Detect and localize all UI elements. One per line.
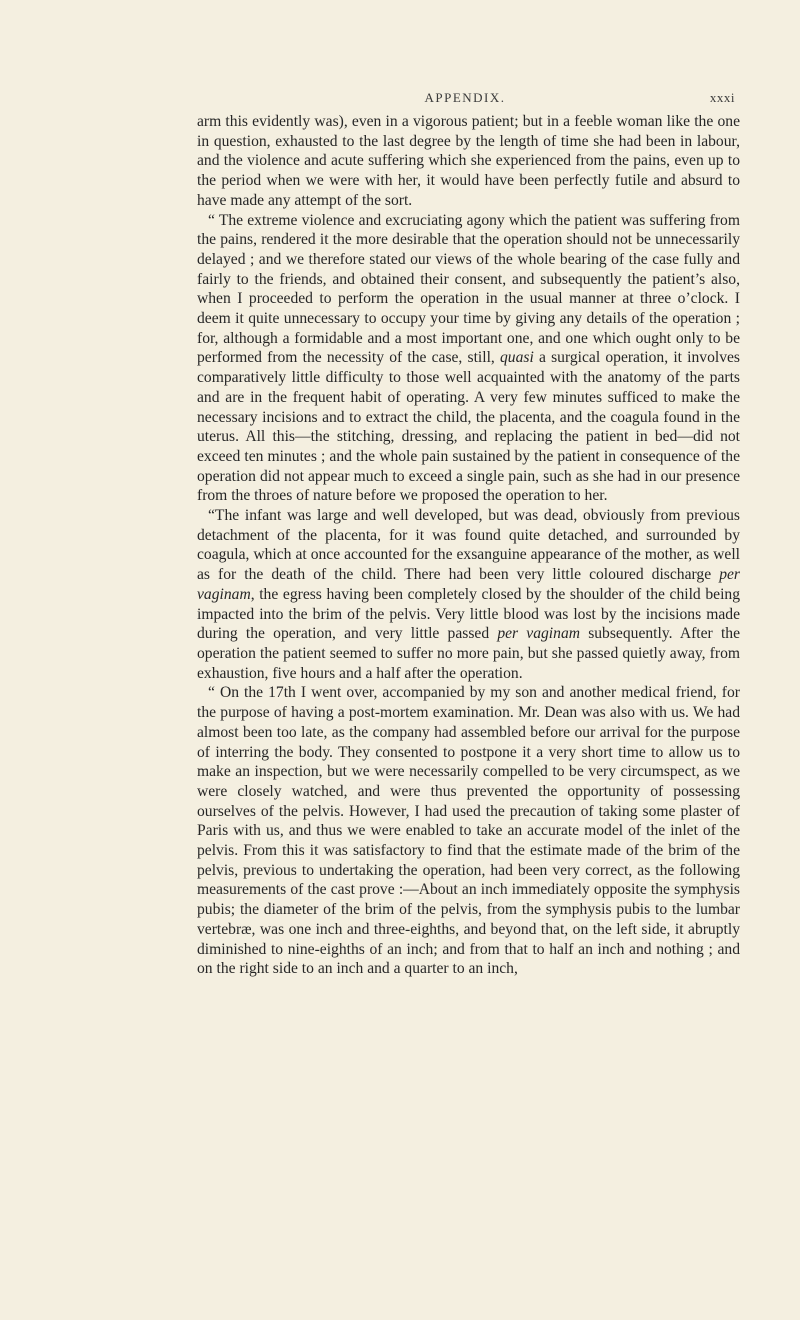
- text-segment: , the egress having been completely closed by the shoulder of the child being impacted into the brim of the pelvis. Very little blood was lost by the incisions made during the operation, and very little passed: [197, 585, 740, 643]
- text-segment: arm this evidently was), even in a vigorous patient; but in a feeble woman like the one in question, exhausted to the last degree by the length of time she had been in labour, and the violence and acute suffering which she experienced from the pains, even up to the period when we were with her, it would have been perfectly futile and absurd to have made any attempt of the sort.: [197, 113, 740, 209]
- text-segment: “ The extreme violence and excruciating agony which the patient was suffering from the pains, rendered it the more desirable that the operation should not be unnecessarily delayed ; and we therefore stated our views of the whole bearing of the case fully and fairly to the friends, and obtained their consent, and subsequently the patient’s also, when I proceeded to perform the operation in the usual manner at three o’clock. I deem it quite unnecessary to occupy your time by giving any details of the operation ; for, although a formidable and a most important one, and one which ought only to be performed from the necessity of the case, still,: [197, 211, 740, 367]
- paragraph-2: [197, 211, 740, 507]
- text-segment: “ On the 17th I went over, accompanied by my son and another medical friend, for the purpose of having a post-mortem examination. Mr. Dean was also with us. We had almost been too late, as the company had assembled before our arrival for the purpose of interring the body. They consented to postpone it a very short time to allow us to make an inspection, but we were necessarily compelled to be very circumspect, as we were closely watched, and were thus prevented the opportunity of possessing ourselves of the pelvis. However, I had used the precaution of taking some plaster of Paris with us, and thus we were enabled to take an accurate model of the inlet of the pelvis. From this it was satisfactory to find that the estimate made of the brim of the pelvis, previous to undertaking the operation, had been very correct, as the following measurements of the cast prove :—About an inch immediately opposite the symphysis pubis; the diameter of the brim of the pelvis, from the symphysis pubis to the lumbar vertebræ, was one inch and three-eighths, and beyond that, on the left side, it abruptly diminished to nine-eighths of an inch; and from that to half an inch and nothing ; and on the right side to an inch and a quarter to an inch,: [197, 684, 740, 978]
- running-head: APPENDIX.: [424, 90, 506, 105]
- body-text: [197, 112, 740, 979]
- page-header: [205, 90, 735, 112]
- page-number: xxxi: [709, 90, 735, 105]
- paragraph-3: [197, 506, 740, 683]
- text-segment: “The infant was large and well developed, but was dead, obviously from previous detachment of the placenta, for it was found quite detached, and surrounded by coagula, which at once accounted for the exsanguine appearance of the mother, as well as for the death of the child. There had been very little coloured discharge: [197, 507, 740, 584]
- italic-term: per vaginam: [497, 625, 580, 643]
- paragraph-1: [197, 112, 740, 211]
- italic-term: per vaginam: [197, 566, 740, 603]
- text-segment: subsequently. After the operation the patient seemed to suffer no more pain, but she passed quietly away, from exhaustion, five hours and a half after the operation.: [197, 625, 740, 682]
- text-segment: a surgical operation, it involves comparatively little difficulty to those well acquainted with the anatomy of the parts and are in the frequent habit of operating. A very few minutes sufficed to make the necessary incisions and to extract the child, the placenta, and the coagula found in the uterus. All this—the stitching, dressing, and replacing the patient in bed—did not exceed ten minutes ; and the whole pain sustained by the patient in consequence of the operation did not appear much to exceed a single pain, such as she had in our presence from the throes of nature before we proposed the operation to her.: [197, 349, 741, 505]
- paragraph-4: [197, 683, 740, 979]
- italic-term: quasi: [500, 349, 534, 367]
